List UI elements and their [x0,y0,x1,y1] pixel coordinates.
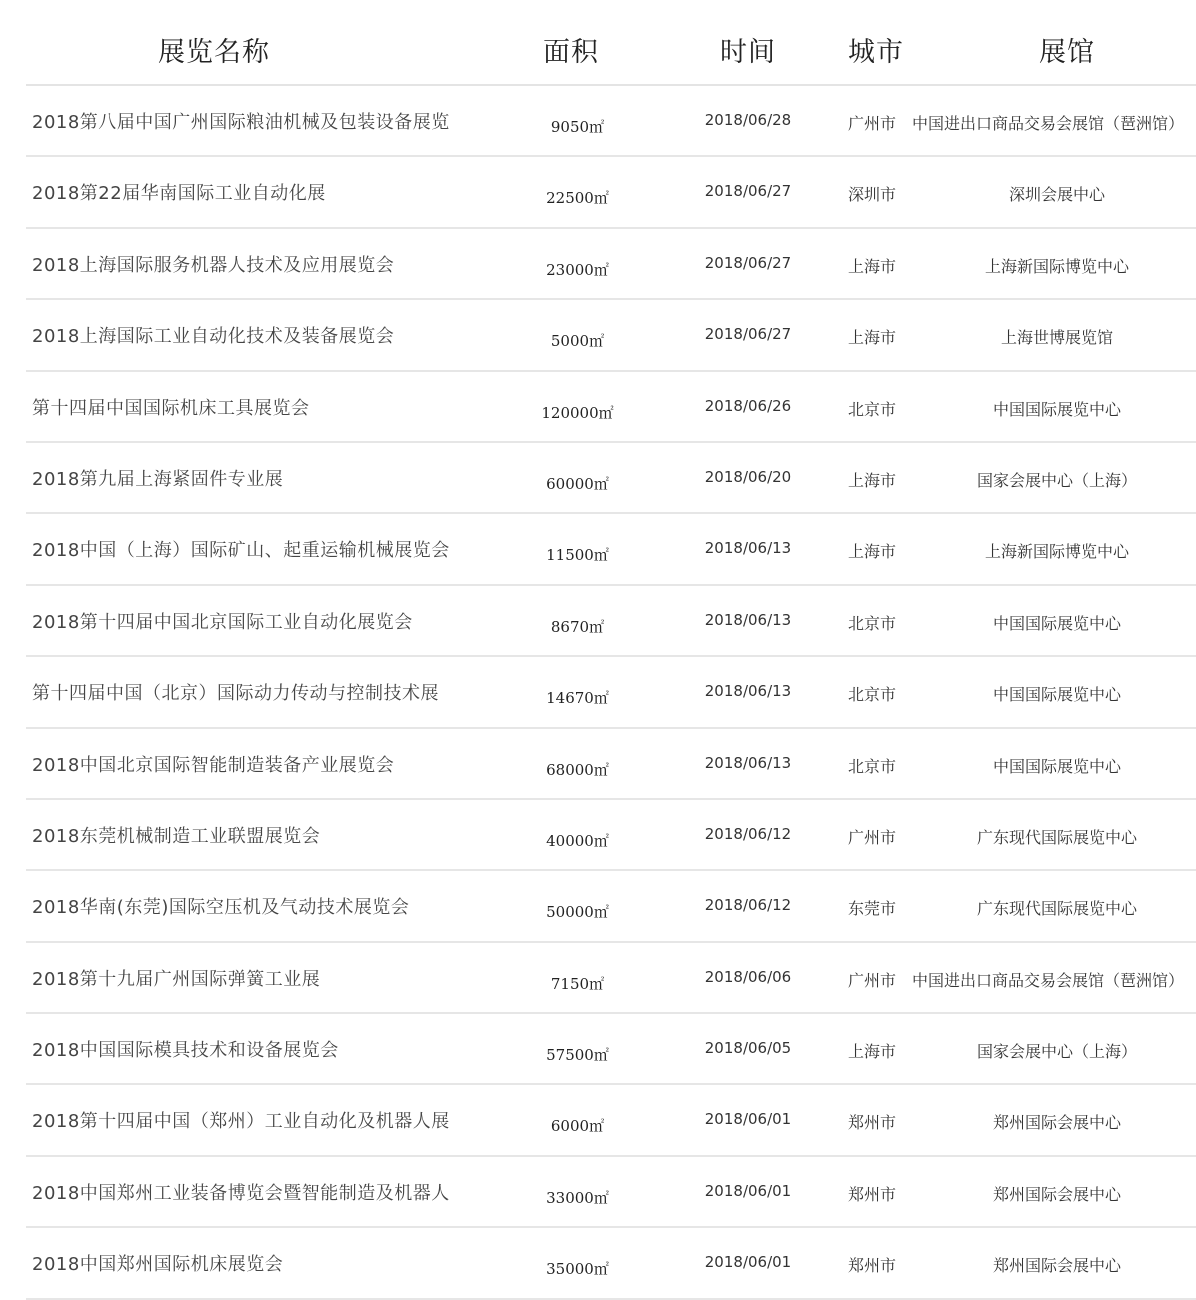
exhibition-city: 郑州市 [847,1113,896,1133]
table-row [0,86,1196,157]
exhibition-date: 2018/06/05 [704,1039,792,1058]
exhibition-venue: 上海世博展览馆 [1000,328,1113,348]
exhibition-venue: 中国国际展览中心 [992,756,1121,776]
exhibition-city: 北京市 [847,756,896,776]
exhibition-city: 郑州市 [847,1184,896,1204]
exhibition-date: 2018/06/27 [704,182,792,201]
area-value: 60000 [546,474,594,493]
exhibition-city: 上海市 [847,470,896,490]
exhibition-venue: 郑州国际会展中心 [992,1113,1121,1133]
table-row [0,586,1196,657]
exhibition-name[interactable]: 2018中国北京国际智能制造装备产业展览会 [32,754,395,776]
exhibition-venue: 中国进出口商品交易会展馆（琶洲馆） [912,114,1185,133]
exhibition-area [520,544,635,565]
area-value: 6000 [550,1117,590,1136]
exhibition-city: 广州市 [847,114,896,133]
exhibition-date: 2018/06/13 [704,753,792,772]
exhibition-venue: 中国国际展览中心 [992,613,1121,633]
exhibition-city: 东莞市 [847,899,896,919]
exhibition-city: 上海市 [847,542,896,562]
table-row [0,300,1196,371]
area-unit: ㎡ [593,831,609,850]
exhibition-date: 2018/06/13 [704,610,792,629]
exhibition-area [520,1187,635,1208]
exhibition-city: 广州市 [847,970,896,990]
exhibition-name[interactable]: 2018第八届中国广州国际粮油机械及包装设备展览 [32,112,450,133]
exhibition-venue: 国家会展中心（上海） [976,1042,1137,1062]
area-value: 120000 [541,403,599,422]
exhibition-date: 2018/06/01 [704,1110,792,1129]
exhibition-city: 广州市 [847,827,896,847]
exhibition-venue: 国家会展中心（上海） [976,470,1137,490]
exhibition-date: 2018/06/27 [704,253,792,272]
header-area: 面积 [543,37,599,68]
table-row [0,871,1196,942]
area-unit: ㎡ [589,617,605,636]
exhibition-area [520,759,635,780]
area-unit: ㎡ [589,1117,605,1136]
table-row [0,443,1196,514]
table-row [0,229,1196,300]
exhibition-date: 2018/06/06 [704,967,792,986]
exhibition-date: 2018/06/26 [704,396,792,415]
exhibition-name[interactable]: 2018中国郑州国际机床展览会 [32,1254,284,1276]
exhibition-venue: 深圳会展中心 [1008,185,1105,205]
exhibition-date: 2018/06/12 [704,896,792,915]
exhibition-city: 上海市 [847,256,896,276]
exhibition-area [520,402,635,423]
area-unit: ㎡ [593,760,609,779]
exhibition-name[interactable]: 2018第九届上海紧固件专业展 [32,468,284,490]
exhibition-name[interactable]: 2018上海国际工业自动化技术及装备展览会 [32,326,395,348]
area-unit: ㎡ [598,403,614,422]
exhibition-name[interactable]: 2018第十四届中国（郑州）工业自动化及机器人展 [32,1111,450,1133]
exhibition-venue: 中国国际展览中心 [992,685,1121,705]
area-value: 5000 [550,332,590,351]
exhibition-area [520,1115,635,1136]
exhibition-venue: 上海新国际博览中心 [984,256,1129,276]
exhibition-venue: 郑州国际会展中心 [992,1184,1121,1204]
area-unit: ㎡ [593,1046,609,1065]
exhibition-area [520,473,635,494]
area-value: 35000 [546,1260,594,1279]
exhibition-area [520,116,635,137]
exhibition-date: 2018/06/27 [704,325,792,344]
exhibition-city: 郑州市 [847,1256,896,1276]
exhibition-city: 深圳市 [847,185,896,205]
area-unit: ㎡ [593,546,609,565]
exhibition-area [520,187,635,208]
table-row [0,1157,1196,1228]
exhibition-date: 2018/06/13 [704,682,792,701]
area-value: 33000 [546,1188,594,1207]
table-row [0,1228,1196,1299]
exhibition-date: 2018/06/13 [704,539,792,558]
exhibition-name[interactable]: 2018中国（上海）国际矿山、起重运输机械展览会 [32,540,450,562]
exhibition-name[interactable]: 第十四届中国国际机床工具展览会 [32,397,310,419]
area-unit: ㎡ [593,1188,609,1207]
row-divider [26,1298,1196,1300]
exhibition-date: 2018/06/12 [704,824,792,843]
exhibition-area [520,687,635,708]
area-unit: ㎡ [593,474,609,493]
exhibition-city: 上海市 [847,328,896,348]
exhibition-city: 北京市 [847,613,896,633]
area-value: 40000 [546,831,594,850]
exhibition-name[interactable]: 2018第十四届中国北京国际工业自动化展览会 [32,611,413,633]
exhibition-name[interactable]: 2018中国郑州工业装备博览会暨智能制造及机器人 [32,1182,450,1204]
table-row [0,943,1196,1014]
area-value: 57500 [546,1046,594,1065]
header-time: 时间 [720,37,776,68]
exhibition-venue: 郑州国际会展中心 [992,1256,1121,1276]
header-name: 展览名称 [158,37,270,68]
table-row [0,729,1196,800]
area-value: 68000 [546,760,594,779]
exhibition-date: 2018/06/01 [704,1253,792,1272]
exhibition-area [520,330,635,351]
table-body [0,86,1196,1300]
exhibition-area [520,1044,635,1065]
area-unit: ㎡ [589,974,605,993]
header-venue: 展馆 [1039,37,1095,68]
area-value: 9050 [550,118,590,136]
area-value: 8670 [550,617,590,636]
exhibition-venue: 广东现代国际展览中心 [976,827,1137,847]
exhibition-name[interactable]: 2018第十九届广州国际弹簧工业展 [32,968,321,990]
area-value: 14670 [546,689,594,708]
exhibition-area [520,616,635,637]
area-unit: ㎡ [593,260,609,279]
exhibition-city: 北京市 [847,685,896,705]
exhibition-area [520,973,635,994]
area-value: 22500 [546,189,594,208]
area-unit: ㎡ [589,118,605,136]
table-row [0,800,1196,871]
table-row [0,1014,1196,1085]
exhibition-date: 2018/06/28 [704,111,792,129]
exhibition-venue: 中国进出口商品交易会展馆（琶洲馆） [912,970,1185,990]
exhibition-venue: 广东现代国际展览中心 [976,899,1137,919]
exhibition-area [520,259,635,280]
exhibition-city: 上海市 [847,1042,896,1062]
exhibition-area [520,830,635,851]
exhibition-venue: 中国国际展览中心 [992,399,1121,419]
exhibition-venue: 上海新国际博览中心 [984,542,1129,562]
exhibition-area [520,901,635,922]
exhibition-date: 2018/06/01 [704,1181,792,1200]
exhibition-city: 北京市 [847,399,896,419]
area-value: 7150 [550,974,590,993]
area-unit: ㎡ [593,1260,609,1279]
area-value: 23000 [546,260,594,279]
table-row [0,1085,1196,1156]
area-value: 50000 [546,903,594,922]
table-row [0,372,1196,443]
table-header [0,0,1196,86]
area-unit: ㎡ [593,689,609,708]
table-row [0,514,1196,585]
area-unit: ㎡ [593,903,609,922]
area-value: 11500 [546,546,594,565]
area-unit: ㎡ [589,332,605,351]
exhibition-name[interactable]: 2018上海国际服务机器人技术及应用展览会 [32,254,395,276]
exhibition-name[interactable]: 2018华南(东莞)国际空压机及气动技术展览会 [32,897,410,919]
exhibition-name[interactable]: 第十四届中国（北京）国际动力传动与控制技术展 [32,683,439,705]
exhibition-name[interactable]: 2018东莞机械制造工业联盟展览会 [32,825,321,847]
table-row [0,157,1196,228]
table-row [0,657,1196,728]
header-city: 城市 [848,37,904,68]
exhibition-name[interactable]: 2018中国国际模具技术和设备展览会 [32,1040,339,1062]
exhibition-date: 2018/06/20 [704,467,792,486]
area-unit: ㎡ [593,189,609,208]
exhibition-area [520,1258,635,1279]
exhibition-name[interactable]: 2018第22届华南国际工业自动化展 [32,183,326,205]
